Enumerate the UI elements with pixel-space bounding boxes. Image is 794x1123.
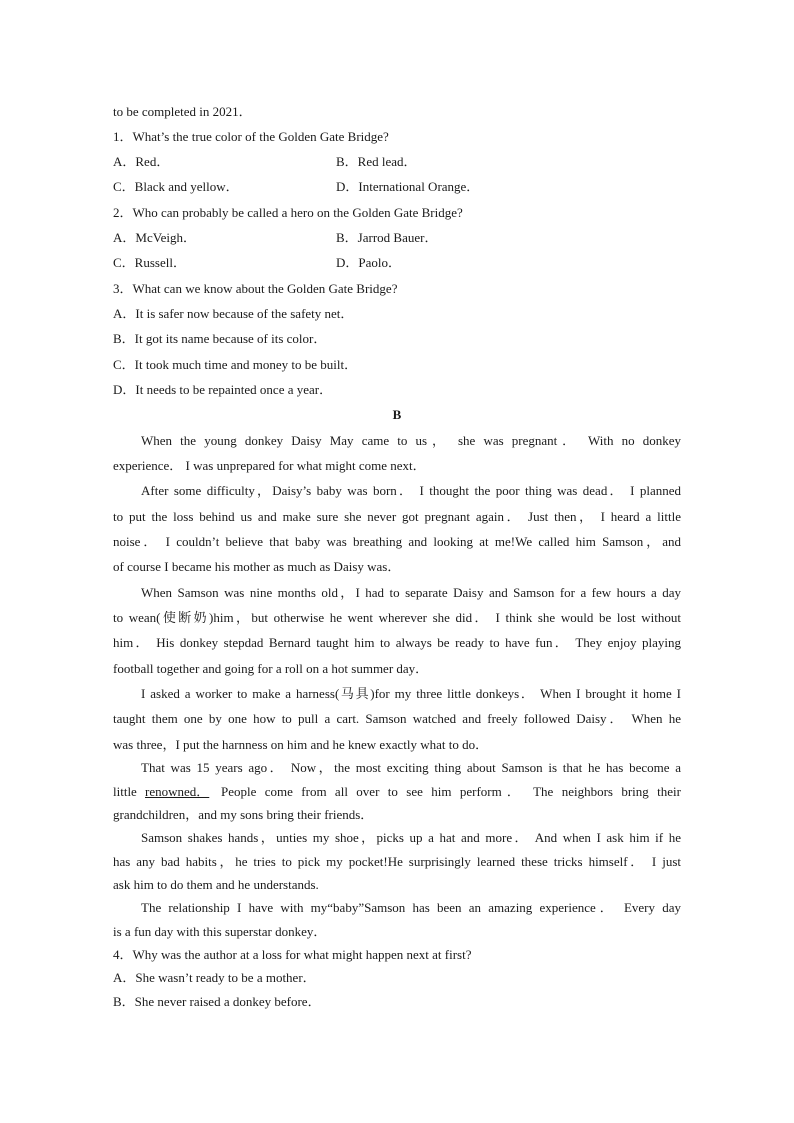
question-1-stem: 1．What’s the true color of the Golden Gate Bridge? (113, 129, 389, 144)
intro-tail-line: to be completed in 2021． (113, 104, 252, 119)
passage-line: When the young donkey Daisy May came to us， she was pregnant． With no donkey (141, 433, 681, 448)
question-3-option-d: D．It needs to be repainted once a year． (113, 382, 333, 397)
question-2-stem: 2．Who can probably be called a hero on the Golden Gate Bridge? (113, 205, 463, 220)
passage-line: of course I became his mother as much as Daisy was． (113, 559, 401, 574)
passage-line: taught them one by one how to pull a cart. Samson watched and freely followed Daisy． When he (113, 711, 681, 726)
question-4-option-a: A．She wasn’t ready to be a mother． (113, 970, 316, 985)
renowned-prefix: little (113, 784, 137, 799)
question-4-option-b: B．She never raised a donkey before． (113, 994, 321, 1009)
passage-line: I asked a worker to make a harness(马具)for my three little donkeys． When I brought it home I (141, 686, 681, 701)
passage-line: grandchildren，and my sons bring their friends． (113, 807, 374, 822)
question-2-option-a: A．McVeigh． (113, 230, 197, 245)
question-1-option-a: A．Red． (113, 154, 170, 169)
passage-line: That was 15 years ago． Now，the most exciting thing about Samson is that he has become a (141, 760, 681, 775)
passage-line: was three，I put the harnness on him and he knew exactly what to do． (113, 737, 489, 752)
question-2-option-d: D．Paolo． (336, 255, 402, 270)
question-4-stem: 4．Why was the author at a loss for what might happen next at first? (113, 947, 472, 962)
renowned-underlined-word: renowned． (145, 784, 210, 799)
passage-line: noise． I couldn’t believe that baby was breathing and looking at me!We called him Samson，and (113, 534, 681, 549)
passage-line: ask him to do them and he understands. (113, 877, 319, 892)
question-3-option-c: C．It took much time and money to be built． (113, 357, 358, 372)
passage-line: People come from all over to see him perform． The neighbors bring their (221, 784, 681, 799)
question-1-option-c: C．Black and yellow． (113, 179, 239, 194)
passage-line: him． His donkey stepdad Bernard taught him to always be ready to have fun． They enjoy playing (113, 635, 681, 650)
passage-line: to wean(使断奶)him，but otherwise he went wherever she did． I think she would be lost without (113, 610, 681, 625)
passage-line: The relationship I have with my“baby”Samson has been an amazing experience． Every day (141, 900, 681, 915)
question-3-stem: 3．What can we know about the Golden Gate Bridge? (113, 281, 398, 296)
passage-line: When Samson was nine months old，I had to separate Daisy and Samson for a few hours a day (141, 585, 681, 600)
question-1-option-d: D．International Orange． (336, 179, 480, 194)
question-3-option-b: B．It got its name because of its color． (113, 331, 327, 346)
passage-line: experience． I was unprepared for what might come next． (113, 458, 426, 473)
question-2-option-b: B．Jarrod Bauer． (336, 230, 438, 245)
passage-line: has any bad habits，he tries to pick my pocket!He surprisingly learned these tricks himself． I just (113, 854, 681, 869)
passage-line: to put the loss behind us and make sure she never got pregnant again． Just then， I heard a little (113, 509, 681, 524)
passage-line: football together and going for a roll on a hot summer day． (113, 661, 429, 676)
question-1-option-b: B．Red lead． (336, 154, 417, 169)
passage-line: After some difficulty，Daisy’s baby was born． I thought the poor thing was dead． I planned (141, 483, 681, 498)
question-2-option-c: C．Russell． (113, 255, 186, 270)
section-b-heading: B (392, 407, 402, 422)
question-3-option-a: A．It is safer now because of the safety net． (113, 306, 354, 321)
passage-line: is a fun day with this superstar donkey． (113, 924, 327, 939)
passage-line: Samson shakes hands，unties my shoe，picks up a hat and more． And when I ask him if he (141, 830, 681, 845)
